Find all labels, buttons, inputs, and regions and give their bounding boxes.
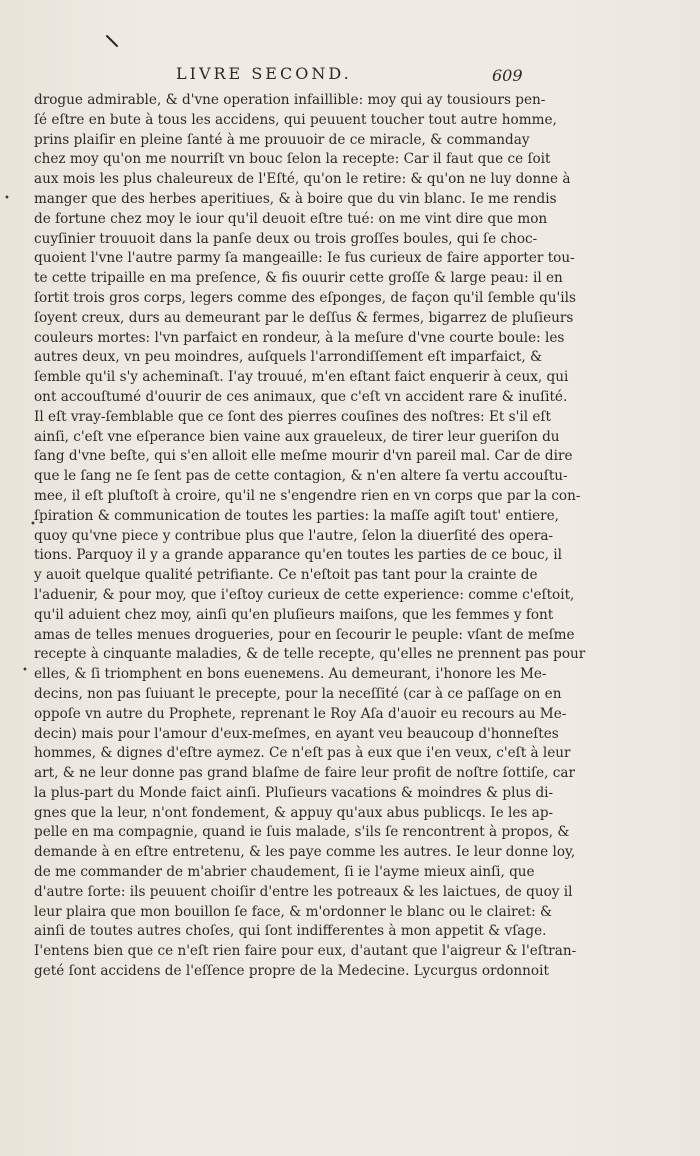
text-line: I'entens bien que ce n'eſt rien faire pour eux, d'autant que l'aigreur & l'eſtran- [34,943,577,960]
text-line: ainſi de toutes autres choſes, qui ſont indifferentes à mon appetit & vſage. [34,923,547,940]
text-line: geté ſont accidens de l'eſſence propre de la Medecine. Lycurgus ordonnoit [34,963,549,980]
text-line: aux mois les plus chaleureux de l'Eſté, qu'on le retire: & qu'on ne luy donne à [34,171,571,188]
text-line: mee, il eſt pluſtoſt à croire, qu'il ne s'engendre rien en vn corps que par la con- [34,487,581,504]
text-line: decin) mais pour l'amour d'eux-meſmes, en ayant veu beaucoup d'honneſtes [34,725,559,742]
text-line: amas de telles menues drogueries, pour en ſecourir le peuple: vſant de meſme [34,626,575,643]
text-line: te cette tripaille en ma preſence, & fis ouurir cette groſſe & large peau: il en [34,270,563,287]
text-line: ſé eſtre en bute à tous les accidens, qui peuuent toucher tout autre homme, [34,111,557,128]
text-line: ſemble qu'il s'y acheminaſt. I'ay trouué, m'en eſtant faict enquerir à ceux, qui [34,369,569,386]
text-line: ont accouſtumé d'ouurir de ces animaux, que c'eſt vn accident rare & inuſité. [34,388,568,405]
body-text [34,91,586,982]
text-line: de me commander de m'abrier chaudement, ſi ie l'ayme mieux ainſi, que [34,864,535,881]
text-line: ſortit trois gros corps, legers comme des eſponges, de façon qu'il ſemble qu'ils [34,289,576,306]
text-line: autres deux, vn peu moindres, auſquels l'arrondiſſement eſt imparfaict, & [34,349,543,366]
text-line: couleurs mortes: l'vn parfaict en rondeur, à la meſure d'vne courte boule: les [34,329,565,346]
running-title: LIVRE SECOND. [176,64,352,83]
text-line: recepte à cinquante maladies, & de telle recepte, qu'elles ne prennent pas pour [34,646,586,663]
text-line: Il eſt vray-ſemblable que ce ſont des pierres couſines des noſtres: Et s'il eſt [34,408,551,425]
text-line: drogue admirable, & d'vne operation infaillible: moy qui ay tousiours pen- [34,92,546,108]
margin-mark: • [30,519,36,530]
text-line: oppoſe vn autre du Prophete, reprenant le Roy Aſa d'auoir eu recours au Me- [34,705,567,722]
text-line: ſoyent creux, durs au demeurant par le deſſus & fermes, bigarrez de pluſieurs [34,309,574,326]
text-line: art, & ne leur donne pas grand blaſme de faire leur profit de noſtre ſottiſe, car [34,765,576,782]
text-line: gnes que la leur, n'ont fondement, & appuy qu'aux abus publicqs. Ie les ap- [34,804,554,821]
text-line: demande à en eſtre entretenu, & les paye comme les autres. Ie leur donne loy, [34,844,576,861]
margin-mark: • [22,665,28,676]
text-line: quoy qu'vne piece y contribue plus que l'autre, ſelon la diuerſité des opera- [34,527,554,544]
text-line: y auoit quelque qualité petrifiante. Ce n'eſtoit pas tant pour la crainte de [34,567,538,584]
text-line: que le ſang ne ſe ſent pas de cette contagion, & n'en altere ſa vertu accouſtu- [34,468,568,485]
text-line: cuyſinier trouuoit dans la panſe deux ou trois groſſes boules, qui ſe choc- [34,230,538,247]
margin-mark: • [4,193,10,204]
text-line: la plus-part du Monde faict ainſi. Pluſieurs vacations & moindres & plus di- [34,784,554,801]
text-line: pelle en ma compagnie, quand ie ſuis malade, s'ils ſe rencontrent à propos, & [34,824,570,841]
text-line: elles, & ſi triomphent en bons eueneмens. Au demeurant, i'honore les Me- [34,666,547,683]
text-line: chez moy qu'on me nourriſt vn bouc ſelon la recepte: Car il faut que ce ſoit [34,151,551,168]
text-line: decins, non pas ſuiuant le precepte, pour la neceſſité (car à ce paſſage on en [34,685,562,702]
ink-mark-icon [105,34,119,48]
text-line: quoient l'vne l'autre parmy ſa mangeaille: Ie fus curieux de faire apporter tou- [34,250,575,267]
page-number: 609 [492,66,523,85]
text-line: prins plaiſir en pleine ſanté à me prouuoir de ce miracle, & commanday [34,131,530,148]
text-line: leur plaira que mon bouillon ſe face, & m'ordonner le blanc ou le clairet: & [34,903,553,920]
text-line: l'aduenir, & pour moy, que i'eſtoy curieux de cette experience: comme c'eſtoit, [34,586,575,603]
text-line: ainſi, c'eſt vne eſperance bien vaine aux graueleux, de tirer leur gueriſon du [34,428,560,445]
text-line: ſang d'vne beſte, qui s'en alloit elle meſme mourir d'vn pareil mal. Car de dire [34,448,573,465]
text-line: d'autre ſorte: ils peuuent choiſir d'entre les potreaux & les laictues, de quoy il [34,883,573,900]
text-line: ſpiration & communication de toutes les parties: la maſſe agiſt tout' entiere, [34,507,560,524]
text-line: hommes, & dignes d'eſtre aymez. Ce n'eſt pas à eux que i'en veux, c'eſt à leur [34,745,571,762]
text-line: tions. Parquoy il y a grande apparance qu'en toutes les parties de ce bouc, il [34,547,562,564]
text-line: de fortune chez moy le iour qu'il deuoit eſtre tué: on me vint dire que mon [34,210,548,227]
text-line: qu'il aduient chez moy, ainſi qu'en pluſieurs maiſons, que les femmes y font [34,606,554,623]
text-line: manger que des herbes aperitiues, & à boire que du vin blanc. Ie me rendis [34,190,557,207]
